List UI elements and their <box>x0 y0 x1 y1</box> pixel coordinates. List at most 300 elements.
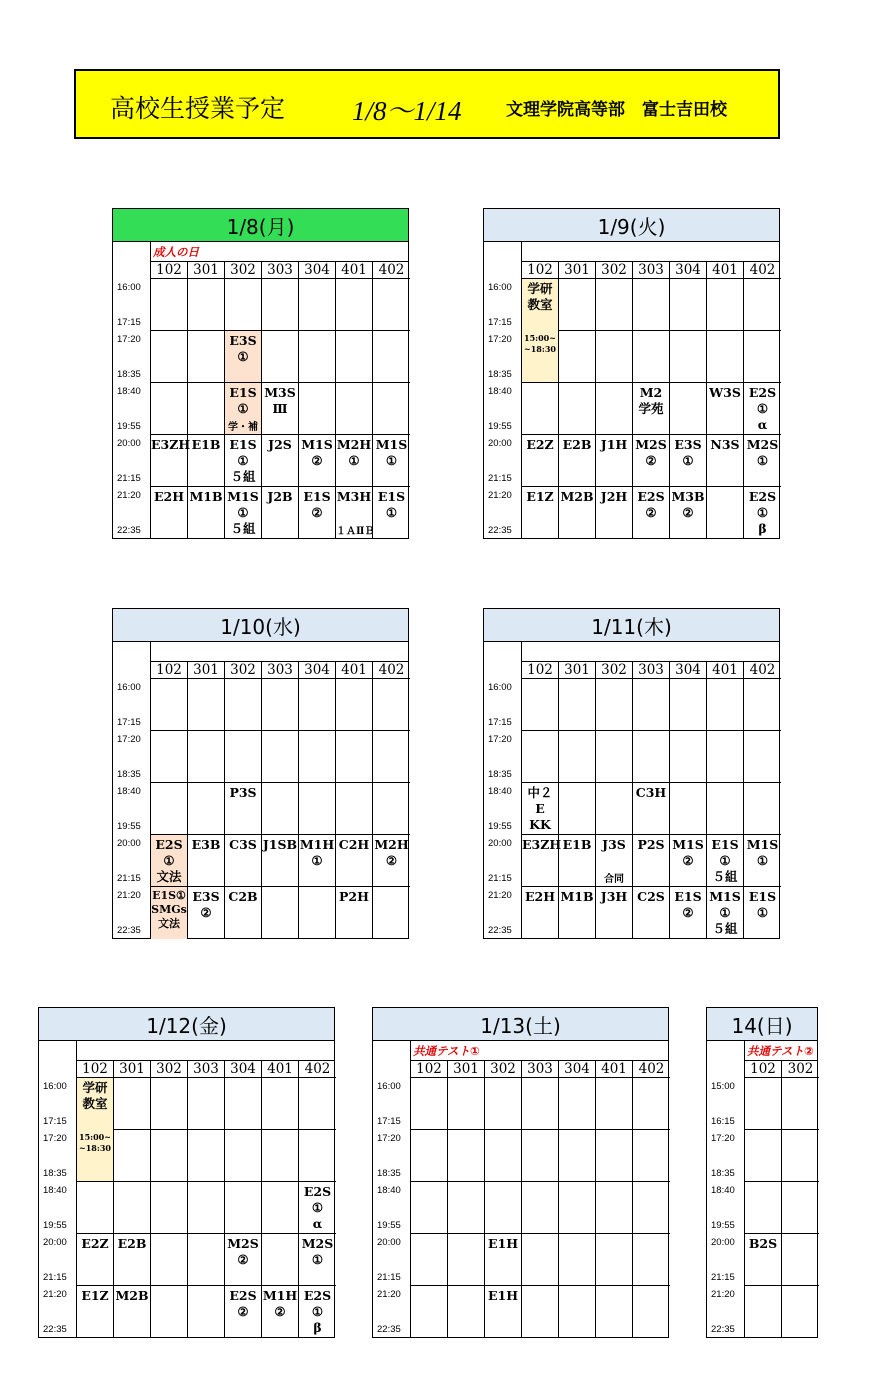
time-label: 21:20 <box>488 490 512 501</box>
schedule-cell <box>151 383 188 435</box>
schedule-cell <box>670 887 707 939</box>
class-code: M2S ① <box>301 1236 334 1267</box>
class-code: M2H ① <box>336 437 372 468</box>
schedule-cell <box>596 835 633 887</box>
schedule-cell <box>114 1130 151 1182</box>
room-header: 102 <box>522 262 559 279</box>
day-grid <box>706 1041 818 1338</box>
schedule-cell <box>633 1234 670 1286</box>
schedule-cell <box>225 1130 262 1182</box>
schedule-cell <box>670 279 707 331</box>
schedule-cell <box>225 1286 262 1338</box>
time-label: 17:15 <box>117 317 141 328</box>
time-label: 16:00 <box>377 1081 401 1092</box>
time-label: 21:15 <box>377 1272 401 1283</box>
schedule-cell <box>633 887 670 939</box>
class-code: P2S <box>637 837 665 852</box>
class-code: E1S ① ５組 <box>229 437 257 484</box>
time-label: 21:20 <box>711 1289 735 1300</box>
schedule-cell <box>336 679 373 731</box>
time-label: 18:40 <box>117 786 141 797</box>
class-code: M2 学苑 <box>638 385 664 416</box>
time-label: 22:35 <box>711 1324 735 1335</box>
schedule-cell <box>188 1286 225 1338</box>
schedule-cell <box>522 1078 559 1130</box>
room-header: 401 <box>707 662 744 679</box>
day-schedule <box>372 1007 669 1338</box>
room-header: 304 <box>299 662 336 679</box>
schedule-cell <box>559 1078 596 1130</box>
day-schedule <box>483 208 780 539</box>
room-header: 102 <box>77 1061 114 1078</box>
schedule-cell <box>596 1130 633 1182</box>
schedule-cell <box>299 783 336 835</box>
day-header: 1/10(水) <box>112 608 409 642</box>
holiday-note: 成人の日 <box>153 245 199 259</box>
schedule-cell <box>299 1286 336 1338</box>
schedule-cell <box>485 1234 522 1286</box>
schedule-cell <box>225 435 262 487</box>
time-label: 20:00 <box>488 838 512 849</box>
schedule-cell <box>559 331 596 383</box>
schedule-cell <box>633 1182 670 1234</box>
class-code: M3H <box>336 489 372 504</box>
schedule-cell <box>596 1234 633 1286</box>
schedule-cell <box>411 1130 448 1182</box>
day-header: 1/8(月) <box>112 208 409 242</box>
room-header: 401 <box>336 662 373 679</box>
class-code: E2S ① 文法 <box>155 837 183 884</box>
schedule-cell <box>744 279 781 331</box>
schedule-cell <box>596 435 633 487</box>
class-code: E3B <box>191 837 221 852</box>
schedule-cell <box>745 1286 782 1338</box>
class-code: E2B <box>117 1236 147 1251</box>
class-code: C2B <box>228 889 258 904</box>
class-code: 中２ E KK <box>527 785 553 832</box>
time-label: 17:20 <box>488 734 512 745</box>
room-header: 402 <box>744 262 781 279</box>
day-grid <box>483 642 780 939</box>
schedule-cell <box>448 1182 485 1234</box>
schedule-cell <box>262 1234 299 1286</box>
class-code: M1S ② <box>301 437 333 468</box>
class-code: E3S ② <box>192 889 220 920</box>
schedule-cell <box>151 331 188 383</box>
time-label: 18:35 <box>488 769 512 780</box>
schedule-cell <box>262 783 299 835</box>
room-header: 304 <box>670 662 707 679</box>
class-code: M1S ① <box>746 837 779 868</box>
schedule-cell <box>559 1130 596 1182</box>
schedule-cell <box>373 679 410 731</box>
schedule-cell <box>151 1130 188 1182</box>
room-header: 303 <box>633 262 670 279</box>
schedule-cell <box>707 383 744 435</box>
schedule-cell <box>188 331 225 383</box>
schedule-cell <box>596 1286 633 1338</box>
schedule-cell <box>596 279 633 331</box>
schedule-cell <box>744 435 781 487</box>
class-code: M2B <box>115 1288 149 1303</box>
schedule-cell <box>633 835 670 887</box>
schedule-cell <box>559 383 596 435</box>
class-code: E2H <box>524 889 556 904</box>
schedule-cell <box>373 435 410 487</box>
schedule-cell <box>633 435 670 487</box>
schedule-cell <box>707 731 744 783</box>
time-label: 19:55 <box>711 1220 735 1231</box>
time-label: 18:40 <box>117 386 141 397</box>
room-header: 401 <box>262 1061 299 1078</box>
schedule-cell <box>373 783 410 835</box>
schedule-cell <box>670 835 707 887</box>
schedule-cell <box>745 1130 782 1182</box>
schedule-cell <box>633 679 670 731</box>
schedule-cell <box>522 887 559 939</box>
cell-subnote: １ＡⅡＢ <box>336 526 375 537</box>
schedule-cell <box>522 1286 559 1338</box>
class-code: E1B <box>191 437 221 452</box>
day-schedule <box>112 608 409 939</box>
schedule-cell <box>299 331 336 383</box>
schedule-cell <box>77 1130 114 1182</box>
schedule-cell <box>77 1286 114 1338</box>
time-label: 15:00 <box>711 1081 735 1092</box>
time-label: 16:00 <box>117 682 141 693</box>
schedule-cell <box>633 783 670 835</box>
schedule-cell <box>522 487 559 539</box>
class-code: E3S ① <box>674 437 702 468</box>
schedule-cell <box>633 383 670 435</box>
schedule-cell <box>299 1234 336 1286</box>
day-grid <box>38 1041 335 1338</box>
time-label: 21:20 <box>117 490 141 501</box>
schedule-cell <box>782 1286 819 1338</box>
schedule-cell <box>299 279 336 331</box>
schedule-cell <box>559 435 596 487</box>
schedule-cell <box>373 279 410 331</box>
schedule-cell <box>670 487 707 539</box>
time-label: 20:00 <box>117 438 141 449</box>
schedule-cell <box>114 1078 151 1130</box>
class-code: M1H ① <box>299 837 335 868</box>
class-code: M1H ② <box>262 1288 298 1319</box>
schedule-cell <box>707 783 744 835</box>
class-code: M2S ② <box>635 437 667 468</box>
room-header: 302 <box>485 1061 522 1078</box>
time-label: 21:15 <box>488 873 512 884</box>
class-code: N3S <box>710 437 740 452</box>
schedule-cell <box>77 1182 114 1234</box>
schedule-cell <box>225 1078 262 1130</box>
class-code: J3S <box>602 837 626 852</box>
schedule-cell <box>336 279 373 331</box>
day-grid <box>483 242 780 539</box>
class-code: E2H <box>153 489 185 504</box>
room-header: 302 <box>596 262 633 279</box>
room-header: 401 <box>596 1061 633 1078</box>
schedule-cell <box>596 383 633 435</box>
time-label: 17:20 <box>117 734 141 745</box>
schedule-cell <box>633 1130 670 1182</box>
schedule-cell <box>188 435 225 487</box>
class-code: M1S ① ５組 <box>709 889 741 936</box>
schedule-cell <box>596 783 633 835</box>
time-label: 17:15 <box>43 1116 67 1127</box>
schedule-cell <box>596 487 633 539</box>
schedule-cell <box>707 679 744 731</box>
schedule-cell <box>151 679 188 731</box>
schedule-cell <box>559 279 596 331</box>
time-label: 17:15 <box>377 1116 401 1127</box>
schedule-cell <box>299 487 336 539</box>
schedule-cell <box>188 783 225 835</box>
room-header: 302 <box>782 1061 819 1078</box>
class-code: C2H <box>338 837 370 852</box>
schedule-cell <box>151 1234 188 1286</box>
class-code: M3S Ⅲ <box>264 385 296 416</box>
schedule-cell <box>77 1234 114 1286</box>
schedule-cell <box>411 1078 448 1130</box>
class-code: J2H <box>600 489 628 504</box>
time-label: 21:20 <box>377 1289 401 1300</box>
schedule-cell <box>522 783 559 835</box>
schedule-cell <box>299 1182 336 1234</box>
class-code: E1S ① <box>748 889 777 920</box>
room-header: 303 <box>262 262 299 279</box>
class-code: E1S① SMGs 文法 <box>151 889 187 930</box>
room-header: 302 <box>225 662 262 679</box>
cell-subnote: 学・補 <box>228 422 258 433</box>
day-schedule <box>706 1007 818 1338</box>
room-header: 304 <box>670 262 707 279</box>
time-label: 20:00 <box>711 1237 735 1248</box>
schedule-cell <box>225 835 262 887</box>
day-header: 14(日) <box>706 1007 818 1041</box>
class-code: C3H <box>635 785 667 800</box>
class-code: E1S ① <box>377 489 406 520</box>
class-code: 学研 教室 <box>527 281 553 312</box>
room-header: 301 <box>188 262 225 279</box>
class-code: 15:00~ ~18:30 <box>79 1132 111 1153</box>
class-code: E1S ① <box>229 385 257 416</box>
note-row <box>77 1041 335 1061</box>
time-label: 22:35 <box>488 925 512 936</box>
schedule-cell <box>188 279 225 331</box>
schedule-cell <box>188 835 225 887</box>
day-grid <box>372 1041 669 1338</box>
schedule-cell <box>782 1130 819 1182</box>
time-label: 17:15 <box>488 317 512 328</box>
schedule-cell <box>485 1286 522 1338</box>
schedule-cell <box>522 279 559 331</box>
schedule-cell <box>745 1234 782 1286</box>
class-code: E1S ① ５組 <box>711 837 739 884</box>
class-code: M1S ① <box>375 437 408 468</box>
room-header: 302 <box>596 662 633 679</box>
class-code: E2Z <box>526 437 554 452</box>
room-header: 301 <box>188 662 225 679</box>
class-code: E2S ② <box>637 489 665 520</box>
time-label: 22:35 <box>117 525 141 536</box>
schedule-cell <box>707 487 744 539</box>
holiday-note: 共通テスト① <box>413 1044 480 1058</box>
schedule-cell <box>225 731 262 783</box>
schedule-cell <box>114 1286 151 1338</box>
schedule-cell <box>485 1130 522 1182</box>
room-header: 301 <box>448 1061 485 1078</box>
class-code: J1SB <box>262 837 298 852</box>
room-header: 402 <box>373 662 410 679</box>
time-label: 20:00 <box>117 838 141 849</box>
schedule-cell <box>188 1078 225 1130</box>
room-header: 303 <box>262 662 299 679</box>
room-header: 301 <box>114 1061 151 1078</box>
schedule-cell <box>188 1130 225 1182</box>
room-header: 304 <box>299 262 336 279</box>
schedule-cell <box>633 1286 670 1338</box>
schedule-cell <box>744 679 781 731</box>
time-label: 19:55 <box>117 421 141 432</box>
schedule-cell <box>336 835 373 887</box>
day-grid <box>112 242 409 539</box>
schedule-cell <box>188 679 225 731</box>
schedule-cell <box>448 1286 485 1338</box>
day-header: 1/11(木) <box>483 608 780 642</box>
schedule-cell <box>262 435 299 487</box>
schedule-cell <box>559 1234 596 1286</box>
schedule-cell <box>485 1078 522 1130</box>
schedule-cell <box>262 1130 299 1182</box>
time-label: 21:15 <box>117 473 141 484</box>
schedule-cell <box>299 383 336 435</box>
time-label: 19:55 <box>377 1220 401 1231</box>
class-code: M2S ② <box>227 1236 259 1267</box>
schedule-cell <box>299 679 336 731</box>
time-label: 21:15 <box>488 473 512 484</box>
schedule-cell <box>559 783 596 835</box>
time-label: 16:00 <box>117 282 141 293</box>
class-code: E2S ① α <box>303 1184 332 1231</box>
schedule-cell <box>373 487 410 539</box>
room-header: 402 <box>633 1061 670 1078</box>
class-code: W3S <box>709 385 741 400</box>
cell-subnote: 合同 <box>604 874 624 885</box>
schedule-cell <box>670 383 707 435</box>
time-label: 19:55 <box>43 1220 67 1231</box>
day-header: 1/13(土) <box>372 1007 669 1041</box>
schedule-cell <box>373 835 410 887</box>
time-label: 18:35 <box>117 369 141 380</box>
class-code: C2S <box>637 889 665 904</box>
title-school: 文理学院高等部 富士吉田校 <box>506 100 727 120</box>
schedule-cell <box>225 1234 262 1286</box>
schedule-cell <box>262 1286 299 1338</box>
class-code: E1H <box>487 1288 519 1303</box>
room-header: 102 <box>411 1061 448 1078</box>
schedule-cell <box>559 1286 596 1338</box>
schedule-cell <box>225 383 262 435</box>
time-label: 17:15 <box>488 717 512 728</box>
note-row <box>522 642 780 662</box>
schedule-cell <box>522 1234 559 1286</box>
room-header: 102 <box>151 662 188 679</box>
class-code: E3ZH <box>151 437 191 452</box>
schedule-cell <box>151 435 191 487</box>
schedule-cell <box>448 1078 485 1130</box>
schedule-cell <box>151 783 188 835</box>
schedule-cell <box>151 1286 188 1338</box>
schedule-cell <box>225 887 262 939</box>
schedule-cell <box>151 887 188 939</box>
schedule-cell <box>559 835 596 887</box>
schedule-cell <box>782 1234 819 1286</box>
schedule-cell <box>633 487 670 539</box>
schedule-cell <box>633 279 670 331</box>
schedule-cell <box>262 679 299 731</box>
schedule-cell <box>299 835 336 887</box>
time-label: 17:20 <box>117 334 141 345</box>
schedule-cell <box>188 731 225 783</box>
class-code: M1B <box>560 889 594 904</box>
schedule-cell <box>262 731 299 783</box>
schedule-cell <box>522 835 562 887</box>
room-header: 304 <box>225 1061 262 1078</box>
time-label: 21:15 <box>117 873 141 884</box>
class-code: 15:00~ ~18:30 <box>524 333 556 354</box>
schedule-cell <box>188 887 225 939</box>
schedule-cell <box>336 383 373 435</box>
class-code: 学研 教室 <box>82 1080 108 1111</box>
schedule-cell <box>411 1182 448 1234</box>
time-label: 19:55 <box>488 821 512 832</box>
schedule-cell <box>114 1182 151 1234</box>
class-code: E3ZH <box>522 837 562 852</box>
room-header: 401 <box>336 262 373 279</box>
class-code: E3S ① <box>229 333 257 364</box>
class-code: J2B <box>267 489 293 504</box>
schedule-cell <box>522 1182 559 1234</box>
time-label: 18:35 <box>117 769 141 780</box>
schedule-cell <box>782 1182 819 1234</box>
schedule-cell <box>299 1078 336 1130</box>
schedule-cell <box>707 331 744 383</box>
class-code: M1S ② <box>672 837 704 868</box>
room-header: 102 <box>151 262 188 279</box>
schedule-cell <box>707 435 744 487</box>
schedule-cell <box>596 1078 633 1130</box>
room-header: 301 <box>559 662 596 679</box>
time-label: 17:20 <box>43 1133 67 1144</box>
class-code: E1Z <box>526 489 554 504</box>
schedule-cell <box>262 279 299 331</box>
class-code: J3H <box>600 889 628 904</box>
class-code: E2S ① β <box>748 489 777 536</box>
schedule-cell <box>596 331 633 383</box>
time-label: 17:20 <box>377 1133 401 1144</box>
room-header: 303 <box>633 662 670 679</box>
schedule-cell <box>448 1130 485 1182</box>
schedule-cell <box>373 731 410 783</box>
class-code: E1Z <box>81 1288 109 1303</box>
schedule-cell <box>262 383 299 435</box>
title-banner <box>74 69 780 139</box>
schedule-cell <box>151 1182 188 1234</box>
room-header: 302 <box>151 1061 188 1078</box>
time-label: 17:20 <box>711 1133 735 1144</box>
time-label: 22:35 <box>117 925 141 936</box>
